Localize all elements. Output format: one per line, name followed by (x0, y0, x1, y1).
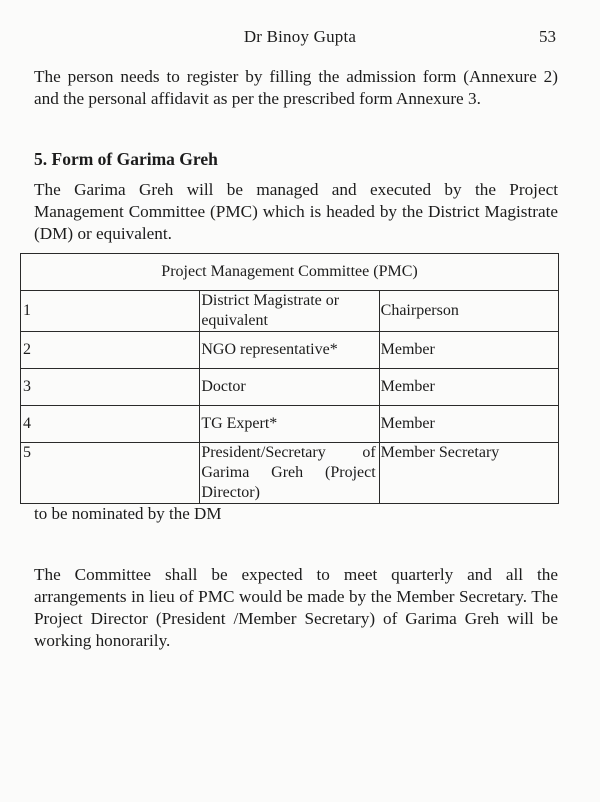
closing-paragraph: The Committee shall be expected to meet quarterly and all the arrangements in lieu of PMC would be made by the Member Secretary. The Project Director (President /Member Secretary) of Garima Greh will be working honorarily. (34, 565, 558, 650)
running-header-author: Dr Binoy Gupta (243, 27, 357, 46)
table-row (21, 443, 559, 504)
member-role: Member (379, 406, 558, 443)
member-title: President/Secretary of Garima Greh (Project Director) (200, 443, 379, 504)
member-title: NGO representative* (200, 332, 379, 369)
row-number: 3 (21, 369, 200, 406)
member-role: Member Secretary (379, 443, 558, 504)
pmc-table (20, 253, 559, 504)
pmc-table-caption-row (21, 254, 559, 291)
member-role: Chairperson (379, 291, 558, 332)
footnote: to be nominated by the DM (34, 504, 222, 523)
intro-paragraph: The person needs to register by filling the admission form (Annexure 2) and the personal affidavit as per the prescribed form Annexure 3. (34, 67, 558, 108)
section-heading: 5. Form of Garima Greh (34, 149, 218, 169)
row-number: 2 (21, 332, 200, 369)
row-number: 5 (21, 443, 200, 504)
member-title: Doctor (200, 369, 379, 406)
member-title: District Magistrate or equivalent (200, 291, 379, 332)
section-paragraph: The Garima Greh will be managed and executed by the Project Management Committee (PMC) which is headed by the District Magistrate (DM) or equivalent. (34, 180, 558, 243)
member-title: TG Expert* (200, 406, 379, 443)
row-number: 4 (21, 406, 200, 443)
row-number: 1 (21, 291, 200, 332)
member-role: Member (379, 332, 558, 369)
pmc-table-caption: Project Management Committee (PMC) (21, 254, 559, 291)
member-role: Member (379, 369, 558, 406)
table-row (21, 332, 559, 369)
table-row (21, 406, 559, 443)
table-row (21, 291, 559, 332)
page-number: 53 (539, 27, 556, 46)
table-row (21, 369, 559, 406)
